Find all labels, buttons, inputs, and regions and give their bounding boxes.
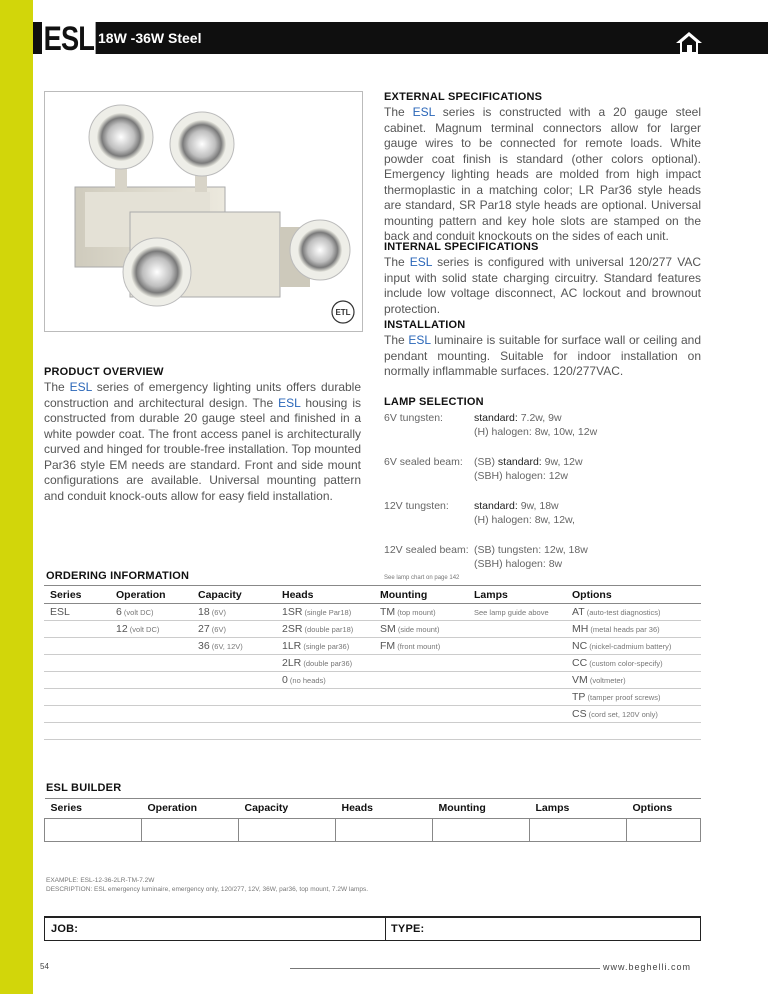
ordering-cell	[468, 604, 566, 621]
ordering-cell	[468, 672, 566, 689]
option-description: (6V)	[209, 625, 226, 634]
column-header: Capacity	[192, 586, 276, 604]
option-code: 1LR	[282, 640, 302, 652]
column-header: Lamps	[468, 586, 566, 604]
column-header: Options	[627, 799, 701, 819]
ordering-cell	[192, 723, 276, 740]
option-description: (single Par18)	[302, 608, 352, 617]
option-code: SM	[380, 623, 396, 635]
ordering-cell	[468, 723, 566, 740]
column-header: Operation	[110, 586, 192, 604]
option-code: MH	[572, 623, 589, 635]
product-photo	[44, 91, 363, 332]
internal-heading: INTERNAL SPECIFICATIONS	[384, 241, 539, 253]
column-header: Operation	[142, 799, 239, 819]
builder-example	[46, 876, 368, 894]
ordering-cell	[566, 655, 701, 672]
ordering-cell	[276, 672, 374, 689]
ordering-cell	[566, 604, 701, 621]
column-header: Mounting	[433, 799, 530, 819]
option-code: 12	[116, 623, 128, 635]
builder-header-row	[45, 799, 701, 819]
ordering-cell	[374, 689, 468, 706]
ordering-cell	[566, 672, 701, 689]
option-description: (voltmeter)	[587, 676, 626, 685]
product-subtitle: 18W -36W Steel	[98, 30, 202, 46]
option-code: TM	[380, 606, 396, 618]
ordering-cell	[374, 655, 468, 672]
external-text: The ESL series is constructed with a 20 gauge steel cabinet. Magnum terminal connectors allow for larger gauge wires to be connected for remote loads. White powder coat finish is standard (other colors optional). Emergency lighting heads are molded from high impact thermoplastic in a matching color; LR Par36 style heads are standard, SR Par18 style heads are optional. Universal mounting pattern and key hole slots are stamped on the back and conduit knockouts on the sides of each unit.	[384, 105, 701, 243]
ordering-table	[44, 585, 701, 740]
option-code: VM	[572, 674, 588, 686]
etl-listed-icon	[330, 299, 356, 325]
option-description: (volt DC)	[121, 608, 154, 617]
product-overview-text: The ESL series of emergency lighting units offers durable construction and architectural design. The ESL housing is constructed from durable 20 gauge steel and finished in a white powder coat. The front access panel is architecturally curved and hinged for trouble-free installation. Top mounted Par36 style EM needs are standard. Front and side mount configurations are available. Universal mounting pattern and conduit knock-outs allow for easy field installation.	[44, 380, 362, 503]
builder-input-row	[45, 819, 701, 842]
ordering-cell	[566, 706, 701, 723]
ordering-cell	[468, 655, 566, 672]
sidebar-accent-bar	[0, 0, 33, 994]
product-overview-heading: PRODUCT OVERVIEW	[44, 366, 164, 378]
builder-lamps-cell[interactable]	[530, 819, 627, 842]
ordering-cell	[374, 723, 468, 740]
builder-capacity-cell[interactable]	[239, 819, 336, 842]
builder-table	[44, 798, 701, 842]
ordering-cell	[110, 638, 192, 655]
option-description: (front mount)	[395, 642, 441, 651]
option-description: (custom color-specify)	[587, 659, 663, 668]
footer-url: www.beghelli.com	[603, 962, 692, 972]
ordering-row	[44, 655, 701, 672]
lamp-row	[384, 543, 597, 573]
ordering-cell	[566, 723, 701, 740]
builder-series-cell[interactable]	[45, 819, 142, 842]
option-description: (single par36)	[301, 642, 350, 651]
builder-options-cell[interactable]	[627, 819, 701, 842]
option-description: (auto-test diagnostics)	[584, 608, 661, 617]
option-code: AT	[572, 606, 585, 618]
option-code: 1SR	[282, 606, 303, 618]
ordering-heading: ORDERING INFORMATION	[46, 570, 190, 582]
ordering-cell	[44, 689, 110, 706]
lamp-type: 6V tungsten:	[384, 412, 443, 424]
svg-text:ETL: ETL	[335, 308, 351, 317]
ordering-cell	[374, 672, 468, 689]
ordering-cell	[110, 706, 192, 723]
option-code: 0	[282, 674, 288, 686]
installation-heading: INSTALLATION	[384, 319, 466, 331]
ordering-cell	[468, 689, 566, 706]
ordering-cell	[276, 689, 374, 706]
ordering-cell	[192, 604, 276, 621]
ordering-row	[44, 689, 701, 706]
ordering-cell	[276, 723, 374, 740]
example-text: EXAMPLE: ESL-12-36-2LR-TM-7.2W	[46, 877, 155, 884]
lamp-selection	[384, 396, 701, 581]
type-label: TYPE:	[391, 923, 425, 935]
option-code: CC	[572, 657, 588, 669]
lamp-options: standard: 7.2w, 9w (H) halogen: 8w, 10w, 12w	[474, 412, 598, 438]
lamp-type: 12V tungsten:	[384, 500, 449, 512]
ordering-cell	[192, 672, 276, 689]
builder-mounting-cell[interactable]	[433, 819, 530, 842]
option-code: TP	[572, 691, 586, 703]
ordering-cell	[374, 621, 468, 638]
column-header: Heads	[336, 799, 433, 819]
option-description: (double par18)	[302, 625, 354, 634]
installation-text: The ESL luminaire is suitable for surface wall or ceiling and pendant mounting. Suitable for indoor installation on normally inflammable surfaces. 120/277VAC.	[384, 333, 701, 378]
ordering-cell	[276, 706, 374, 723]
builder-heading: ESL BUILDER	[46, 782, 122, 794]
lamp-chart-note: See lamp chart on page 142	[384, 575, 460, 581]
ordering-row	[44, 621, 701, 638]
ordering-row	[44, 706, 701, 723]
builder-operation-cell[interactable]	[142, 819, 239, 842]
option-code: FM	[380, 640, 396, 652]
option-code: 2LR	[282, 657, 302, 669]
option-code: 2SR	[282, 623, 303, 635]
product-overview	[44, 366, 361, 504]
column-header: Lamps	[530, 799, 627, 819]
external-specifications	[384, 91, 701, 245]
ordering-cell	[44, 621, 110, 638]
ordering-row	[44, 672, 701, 689]
ordering-cell	[110, 723, 192, 740]
column-header: Series	[45, 799, 142, 819]
option-description: (metal heads par 36)	[588, 625, 660, 634]
job-label: JOB:	[51, 923, 79, 935]
ordering-cell	[110, 655, 192, 672]
column-header: Options	[566, 586, 701, 604]
option-description: (volt DC)	[127, 625, 160, 634]
ordering-header-row	[44, 586, 701, 604]
ordering-cell	[566, 689, 701, 706]
installation	[384, 319, 701, 380]
option-description: (top mount)	[395, 608, 436, 617]
ordering-cell	[44, 638, 110, 655]
ordering-cell	[44, 655, 110, 672]
lamp-row	[384, 499, 597, 543]
option-code: 6	[116, 606, 122, 618]
page-number: 54	[40, 962, 49, 971]
column-header: Heads	[276, 586, 374, 604]
builder-heads-cell[interactable]	[336, 819, 433, 842]
column-header: Series	[44, 586, 110, 604]
ordering-cell	[110, 621, 192, 638]
ordering-row	[44, 638, 701, 655]
lamp-options: (SB) standard: 9w, 12w (SBH) halogen: 12w	[474, 456, 583, 482]
ordering-cell	[374, 638, 468, 655]
column-header: Mounting	[374, 586, 468, 604]
internal-specifications	[384, 241, 701, 317]
ordering-cell	[566, 638, 701, 655]
ordering-cell	[374, 604, 468, 621]
lamp-row	[384, 455, 597, 499]
ordering-cell	[44, 723, 110, 740]
option-description: (tamper proof screws)	[585, 693, 661, 702]
ordering-row	[44, 604, 701, 621]
option-description: See lamp guide above	[474, 608, 549, 617]
indoor-badge	[666, 30, 712, 66]
ordering-cell	[566, 621, 701, 638]
option-code: CS	[572, 708, 587, 720]
option-description: (no heads)	[287, 676, 326, 685]
lamp-options: standard: 9w, 18w (H) halogen: 8w, 12w,	[474, 500, 575, 526]
ordering-cell	[110, 689, 192, 706]
option-code: ESL	[50, 606, 70, 618]
ordering-cell	[374, 706, 468, 723]
option-code: 18	[198, 606, 210, 618]
footer-divider	[290, 968, 600, 969]
ordering-cell	[192, 706, 276, 723]
option-description: (double par36)	[301, 659, 353, 668]
job-type-box	[44, 916, 701, 941]
ordering-cell	[44, 706, 110, 723]
option-description: (6V)	[209, 608, 226, 617]
ordering-cell	[276, 638, 374, 655]
ordering-row	[44, 723, 701, 740]
ordering-cell	[192, 638, 276, 655]
ordering-cell	[468, 621, 566, 638]
indoor-label: INDOOR	[675, 56, 703, 63]
lamp-selection-table	[384, 411, 597, 573]
ordering-cell	[192, 689, 276, 706]
product-logo: ESL	[43, 20, 95, 58]
lamp-options: (SB) tungsten: 12w, 18w (SBH) halogen: 8w	[474, 544, 588, 570]
ordering-body	[44, 604, 701, 740]
option-code: 27	[198, 623, 210, 635]
lamp-selection-heading: LAMP SELECTION	[384, 396, 484, 408]
ordering-cell	[276, 604, 374, 621]
house-icon	[674, 30, 704, 56]
ordering-cell	[276, 621, 374, 638]
ordering-cell	[110, 604, 192, 621]
option-code: NC	[572, 640, 588, 652]
ordering-cell	[44, 604, 110, 621]
option-description: (cord set, 120V only)	[586, 710, 658, 719]
lamp-type: 6V sealed beam:	[384, 456, 463, 468]
option-description: (side mount)	[395, 625, 440, 634]
ordering-cell	[192, 655, 276, 672]
option-description: (nickel-cadmium battery)	[587, 642, 672, 651]
column-header: Capacity	[239, 799, 336, 819]
ordering-cell	[468, 638, 566, 655]
option-description: (6V, 12V)	[209, 642, 243, 651]
type-field[interactable]	[386, 918, 699, 940]
option-code: 36	[198, 640, 210, 652]
ordering-cell	[276, 655, 374, 672]
external-heading: EXTERNAL SPECIFICATIONS	[384, 91, 543, 103]
job-field[interactable]	[45, 918, 386, 940]
ordering-cell	[192, 621, 276, 638]
lamp-row	[384, 411, 597, 455]
ordering-cell	[110, 672, 192, 689]
ordering-cell	[468, 706, 566, 723]
ordering-cell	[44, 672, 110, 689]
lamp-type: 12V sealed beam:	[384, 544, 469, 556]
internal-text: The ESL series is configured with universal 120/277 VAC input with solid state charging circuitry. Standard features include low voltage disconnect, AC lockout and brownout protection.	[384, 255, 701, 316]
description-text: DESCRIPTION: ESL emergency luminaire, emergency only, 120/277, 12V, 36W, par36, top mount, 7.2W lamps.	[46, 886, 369, 893]
